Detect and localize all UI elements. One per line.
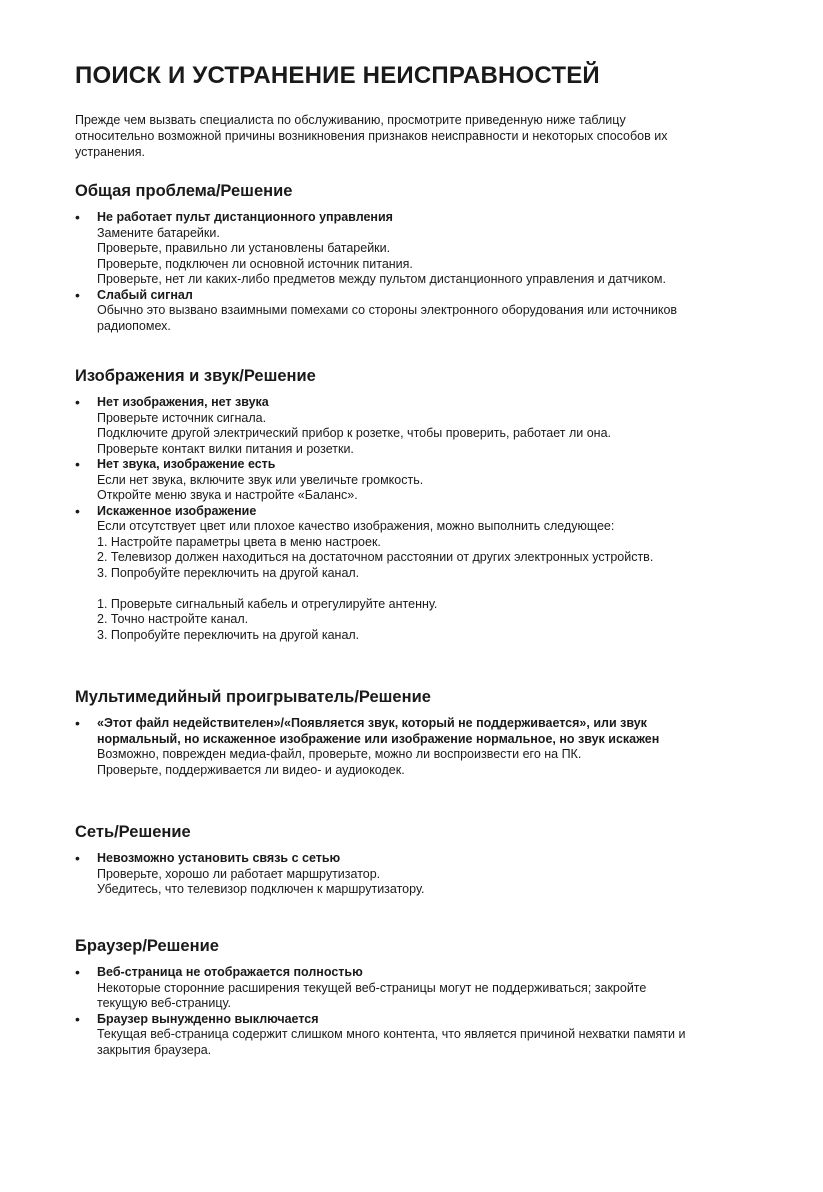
bullet-icon: •: [75, 502, 80, 519]
item-title: Браузер вынужденно выключается: [97, 1011, 319, 1026]
item-line: 3. Попробуйте переключить на другой канал.: [97, 565, 360, 580]
item-line: Обычно это вызвано взаимными помехами со стороны электронного оборудования или источников: [97, 303, 678, 317]
bullet-icon: •: [75, 394, 80, 410]
item-line: Замените батарейки.: [97, 225, 220, 240]
list-item: [75, 395, 765, 457]
item-line: Проверьте, подключен ли основной источник питания.: [97, 256, 413, 271]
section-heading: Сеть/Решение: [75, 823, 191, 841]
item-line: 1. Проверьте сигнальный кабель и отрегулируйте антенну.: [97, 596, 438, 611]
item-title: Невозможно установить связь с сетью: [97, 851, 341, 865]
item-line: Если нет звука, включите звук или увеличьте громкость.: [97, 472, 424, 487]
item-line: Откройте меню звука и настройте «Баланс».: [97, 488, 358, 502]
section-general: [75, 181, 765, 334]
item-line: 2. Точно настройте канал.: [97, 612, 249, 626]
item-line: радиопомех.: [97, 318, 171, 333]
blank-line: [97, 581, 765, 597]
item-line: Проверьте контакт вилки питания и розетки.: [97, 441, 354, 456]
item-line: текущую веб-страницу.: [97, 996, 231, 1010]
section-heading: Мультимедийный проигрыватель/Решение: [75, 688, 431, 706]
list-item: [75, 210, 765, 288]
item-line: 2. Телевизор должен находиться на достаточном расстоянии от других электронных устройств.: [97, 550, 654, 564]
bullet-icon: •: [75, 850, 80, 866]
section-network: [75, 822, 765, 898]
bullet-icon: •: [75, 1010, 80, 1027]
page-title: ПОИСК И УСТРАНЕНИЕ НЕИСПРАВНОСТЕЙ: [75, 62, 600, 89]
item-line: закрытия браузера.: [97, 1042, 212, 1057]
item-line: Возможно, поврежден медиа-файл, проверьте, можно ли воспроизвести его на ПК.: [97, 747, 582, 761]
item-title: Искаженное изображение: [97, 503, 257, 518]
bullet-icon: •: [75, 209, 80, 225]
item-line: Убедитесь, что телевизор подключен к маршрутизатору.: [97, 882, 425, 896]
item-line: Проверьте, правильно ли установлены батарейки.: [97, 241, 391, 255]
item-title: Нет изображения, нет звука: [97, 395, 269, 409]
list-item: [75, 288, 765, 335]
section-heading: Изображения и звук/Решение: [75, 367, 316, 385]
list-item: [75, 457, 765, 504]
item-title: «Этот файл недействителен»/«Появляется звук, который не поддерживается», или звук: [97, 716, 647, 730]
intro-line: относительно возможной причины возникновения признаков неисправности и некоторых способов их: [75, 129, 668, 143]
section-media-player: [75, 687, 765, 778]
item-title: Слабый сигнал: [97, 287, 193, 302]
item-line: Если отсутствует цвет или плохое качество изображения, можно выполнить следующее:: [97, 519, 615, 533]
item-title: Нет звука, изображение есть: [97, 457, 276, 471]
bullet-icon: •: [75, 286, 80, 303]
section-picture-sound: [75, 366, 765, 643]
item-title: Не работает пульт дистанционного управления: [97, 210, 393, 224]
list-item: [75, 716, 765, 778]
section-browser: [75, 936, 765, 1058]
item-line: Проверьте, нет ли каких-либо предметов между пультом дистанционного управления и датчиком.: [97, 272, 667, 286]
item-title: Веб-страница не отображается полностью: [97, 965, 363, 979]
item-line: 1. Настройте параметры цвета в меню настроек.: [97, 534, 381, 549]
item-line: Некоторые сторонние расширения текущей веб-страницы могут не поддерживаться; закройте: [97, 980, 647, 995]
section-heading: Общая проблема/Решение: [75, 182, 293, 200]
intro-line: Прежде чем вызвать специалиста по обслуживанию, просмотрите приведенную ниже таблицу: [75, 113, 626, 127]
item-line: Проверьте, хорошо ли работает маршрутизатор.: [97, 866, 381, 881]
list-item: [75, 1012, 765, 1059]
item-line: Текущая веб-страница содержит слишком много контента, что является причиной нехватки памяти и: [97, 1027, 686, 1041]
item-line: Проверьте, поддерживается ли видео- и аудиокодек.: [97, 762, 405, 777]
intro-paragraph: [75, 112, 775, 160]
intro-line: устранения.: [75, 145, 145, 159]
item-title: нормальный, но искаженное изображение или изображение нормальное, но звук искажен: [97, 731, 660, 746]
section-heading: Браузер/Решение: [75, 937, 219, 955]
list-item: [75, 851, 765, 898]
item-line: Проверьте источник сигнала.: [97, 410, 267, 425]
bullet-icon: •: [75, 964, 80, 980]
list-item: [75, 965, 765, 1012]
bullet-icon: •: [75, 715, 80, 731]
list-item: [75, 504, 765, 644]
item-line: 3. Попробуйте переключить на другой канал.: [97, 627, 360, 642]
bullet-icon: •: [75, 456, 80, 472]
item-line: Подключите другой электрический прибор к розетке, чтобы проверить, работает ли она.: [97, 426, 612, 440]
